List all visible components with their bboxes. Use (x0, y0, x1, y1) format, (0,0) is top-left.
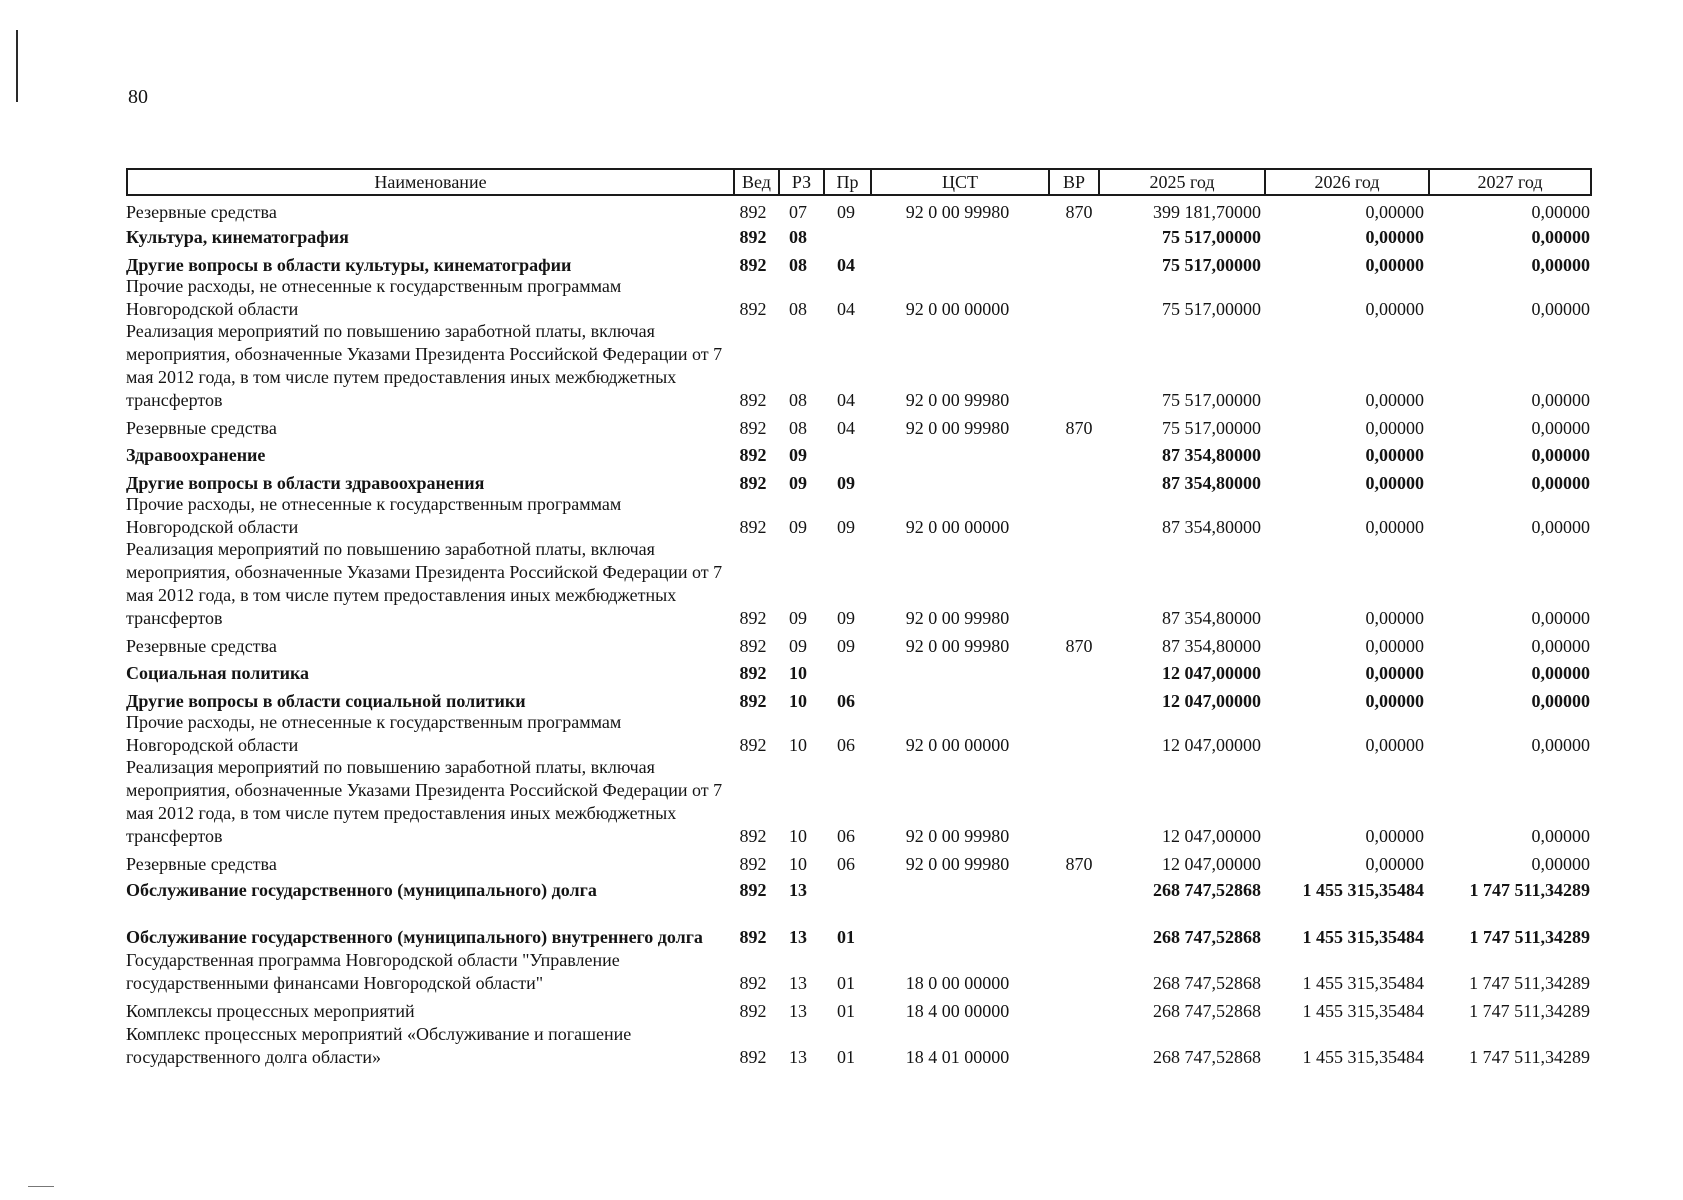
cell-rz: 07 (789, 202, 807, 222)
cell-pr: 06 (837, 826, 855, 846)
cell-y2027: 0,00000 (1531, 636, 1590, 656)
cell-ved: 892 (739, 299, 767, 319)
cell-cst: 92 0 00 99980 (905, 854, 1010, 874)
cell-y2027: 1 747 511,34289 (1469, 1047, 1590, 1067)
cell-vr: 870 (1065, 636, 1093, 656)
cell-y2025: 87 354,80000 (1162, 445, 1261, 465)
cell-rz: 13 (789, 880, 807, 900)
cell-rz: 08 (789, 418, 807, 438)
cell-cst: 92 0 00 99980 (905, 636, 1010, 656)
cell-ved: 892 (739, 202, 767, 222)
cell-name: Реализация мероприятий по повышению заработной платы, включая мероприятия, обозначенные Указами Президента Российской Федерации от 7 мая 2012 года, в том числе путем предоставления иных межбюджетных трансфертов (126, 757, 723, 846)
cell-y2026: 0,00000 (1365, 202, 1424, 222)
cell-name: Комплекс процессных мероприятий «Обслуживание и погашение государственного долга области» (126, 1024, 632, 1067)
header-2026: 2026 год (1264, 170, 1428, 194)
cell-pr: 01 (837, 1001, 855, 1021)
cell-rz: 09 (789, 473, 807, 493)
cell-y2025: 268 747,52868 (1153, 927, 1261, 947)
cell-pr: 01 (837, 1047, 855, 1067)
cell-y2025: 12 047,00000 (1162, 663, 1261, 683)
cell-ved: 892 (739, 973, 767, 993)
cell-pr: 04 (837, 390, 855, 410)
header-ved: Вед (733, 170, 778, 194)
header-pr: Пр (823, 170, 870, 194)
cell-name: Другие вопросы в области здравоохранения (126, 473, 485, 493)
cell-y2027: 0,00000 (1531, 854, 1590, 874)
cell-y2025: 12 047,00000 (1162, 854, 1261, 874)
cell-name: Другие вопросы в области культуры, кинематографии (126, 255, 572, 275)
cell-rz: 10 (789, 735, 807, 755)
header-name: Наименование (374, 172, 487, 192)
cell-y2025: 12 047,00000 (1162, 691, 1261, 711)
cell-y2027: 1 747 511,34289 (1469, 1001, 1590, 1021)
cell-cst: 18 4 00 00000 (905, 1001, 1010, 1021)
cell-pr: 06 (837, 854, 855, 874)
cell-ved: 892 (739, 227, 767, 247)
cell-y2025: 87 354,80000 (1162, 473, 1261, 493)
cell-pr: 09 (837, 473, 855, 493)
cell-pr: 09 (837, 608, 855, 628)
cell-y2027: 0,00000 (1531, 227, 1590, 247)
cell-y2025: 268 747,52868 (1153, 973, 1261, 993)
cell-y2026: 0,00000 (1365, 445, 1424, 465)
cell-rz: 10 (789, 663, 807, 683)
cell-ved: 892 (739, 608, 767, 628)
cell-y2025: 75 517,00000 (1162, 227, 1261, 247)
cell-ved: 892 (739, 691, 767, 711)
cell-rz: 09 (789, 636, 807, 656)
page-number: 80 (128, 86, 148, 108)
cell-cst: 18 4 01 00000 (905, 1047, 1010, 1067)
cell-pr: 09 (837, 517, 855, 537)
header-2025: 2025 год (1098, 170, 1264, 194)
cell-name: Комплексы процессных мероприятий (126, 1001, 415, 1021)
cell-vr: 870 (1065, 418, 1093, 438)
cell-y2027: 0,00000 (1531, 255, 1590, 275)
cell-rz: 08 (789, 299, 807, 319)
cell-name: Обслуживание государственного (муниципального) внутреннего долга (126, 927, 703, 947)
cell-y2027: 0,00000 (1531, 445, 1590, 465)
cell-y2027: 0,00000 (1531, 202, 1590, 222)
cell-cst: 92 0 00 99980 (905, 608, 1010, 628)
cell-y2026: 0,00000 (1365, 255, 1424, 275)
cell-cst: 92 0 00 00000 (905, 299, 1010, 319)
cell-pr: 04 (837, 255, 855, 275)
cell-name: Резервные средства (126, 418, 277, 438)
cell-y2027: 0,00000 (1531, 608, 1590, 628)
cell-name: Другие вопросы в области социальной политики (126, 691, 526, 711)
cell-y2025: 87 354,80000 (1162, 608, 1261, 628)
cell-ved: 892 (739, 418, 767, 438)
header-vr: ВР (1048, 170, 1098, 194)
cell-y2025: 268 747,52868 (1153, 1047, 1261, 1067)
cell-y2025: 399 181,70000 (1153, 202, 1261, 222)
cell-y2025: 75 517,00000 (1162, 255, 1261, 275)
cell-name: Государственная программа Новгородской области "Управление государственными финансами Новгородской области" (126, 950, 620, 993)
cell-y2027: 1 747 511,34289 (1469, 927, 1590, 947)
cell-y2026: 1 455 315,35484 (1302, 927, 1424, 947)
cell-vr: 870 (1065, 202, 1093, 222)
cell-cst: 92 0 00 99980 (905, 826, 1010, 846)
cell-rz: 13 (789, 1001, 807, 1021)
cell-pr: 01 (837, 927, 855, 947)
cell-y2026: 0,00000 (1365, 691, 1424, 711)
cell-name: Резервные средства (126, 854, 277, 874)
cell-rz: 09 (789, 517, 807, 537)
cell-ved: 892 (739, 854, 767, 874)
cell-y2027: 0,00000 (1531, 826, 1590, 846)
header-rz: РЗ (778, 170, 823, 194)
cell-pr: 06 (837, 691, 855, 711)
cell-rz: 13 (789, 927, 807, 947)
cell-rz: 13 (789, 1047, 807, 1067)
cell-name: Прочие расходы, не отнесенные к государственным программам Новгородской области (126, 494, 622, 537)
cell-ved: 892 (739, 1047, 767, 1067)
cell-pr: 09 (837, 202, 855, 222)
cell-y2027: 1 747 511,34289 (1469, 880, 1590, 900)
cell-y2025: 12 047,00000 (1162, 735, 1261, 755)
cell-y2027: 0,00000 (1531, 735, 1590, 755)
cell-name: Прочие расходы, не отнесенные к государственным программам Новгородской области (126, 276, 622, 319)
cell-cst: 92 0 00 99980 (905, 202, 1010, 222)
cell-y2027: 1 747 511,34289 (1469, 973, 1590, 993)
cell-y2025: 75 517,00000 (1162, 418, 1261, 438)
cell-ved: 892 (739, 735, 767, 755)
cell-vr: 870 (1065, 854, 1093, 874)
header-cst: ЦСТ (870, 170, 1048, 194)
cell-name: Социальная политика (126, 663, 310, 683)
cell-y2026: 0,00000 (1365, 227, 1424, 247)
cell-name: Резервные средства (126, 636, 277, 656)
cell-name: Обслуживание государственного (муниципального) долга (126, 880, 597, 900)
scan-mark (28, 1186, 54, 1187)
cell-ved: 892 (739, 473, 767, 493)
cell-y2027: 0,00000 (1531, 473, 1590, 493)
cell-y2026: 0,00000 (1365, 299, 1424, 319)
cell-rz: 08 (789, 255, 807, 275)
cell-name: Здравоохранение (126, 445, 266, 465)
cell-name: Реализация мероприятий по повышению заработной платы, включая мероприятия, обозначенные Указами Президента Российской Федерации от 7 мая 2012 года, в том числе путем предоставления иных межбюджетных трансфертов (126, 539, 723, 628)
cell-y2025: 75 517,00000 (1162, 390, 1261, 410)
cell-rz: 08 (789, 390, 807, 410)
cell-rz: 09 (789, 608, 807, 628)
cell-y2026: 0,00000 (1365, 826, 1424, 846)
cell-y2026: 0,00000 (1365, 418, 1424, 438)
cell-cst: 92 0 00 00000 (905, 517, 1010, 537)
cell-ved: 892 (739, 445, 767, 465)
cell-ved: 892 (739, 880, 767, 900)
cell-y2026: 1 455 315,35484 (1302, 1001, 1424, 1021)
cell-pr: 06 (837, 735, 855, 755)
cell-y2026: 0,00000 (1365, 517, 1424, 537)
header-2027: 2027 год (1428, 170, 1590, 194)
cell-name: Культура, кинематография (126, 227, 349, 247)
cell-pr: 04 (837, 299, 855, 319)
cell-ved: 892 (739, 927, 767, 947)
cell-ved: 892 (739, 390, 767, 410)
cell-y2026: 1 455 315,35484 (1302, 1047, 1424, 1067)
cell-rz: 10 (789, 691, 807, 711)
cell-name: Реализация мероприятий по повышению заработной платы, включая мероприятия, обозначенные Указами Президента Российской Федерации от 7 мая 2012 года, в том числе путем предоставления иных межбюджетных трансфертов (126, 321, 723, 410)
cell-y2026: 0,00000 (1365, 735, 1424, 755)
cell-pr: 01 (837, 973, 855, 993)
cell-y2026: 0,00000 (1365, 663, 1424, 683)
cell-y2027: 0,00000 (1531, 299, 1590, 319)
cell-y2027: 0,00000 (1531, 691, 1590, 711)
cell-cst: 92 0 00 00000 (905, 735, 1010, 755)
cell-rz: 10 (789, 826, 807, 846)
cell-cst: 92 0 00 99980 (905, 390, 1010, 410)
cell-y2025: 87 354,80000 (1162, 636, 1261, 656)
cell-y2027: 0,00000 (1531, 390, 1590, 410)
cell-y2026: 0,00000 (1365, 854, 1424, 874)
cell-y2027: 0,00000 (1531, 663, 1590, 683)
cell-y2025: 75 517,00000 (1162, 299, 1261, 319)
cell-y2027: 0,00000 (1531, 418, 1590, 438)
cell-cst: 18 0 00 00000 (905, 973, 1010, 993)
cell-rz: 13 (789, 973, 807, 993)
cell-ved: 892 (739, 663, 767, 683)
cell-ved: 892 (739, 826, 767, 846)
cell-rz: 10 (789, 854, 807, 874)
cell-y2026: 1 455 315,35484 (1302, 973, 1424, 993)
cell-y2026: 1 455 315,35484 (1302, 880, 1424, 900)
table-header (126, 168, 1592, 196)
cell-y2025: 268 747,52868 (1153, 1001, 1261, 1021)
cell-name: Резервные средства (126, 202, 277, 222)
cell-ved: 892 (739, 636, 767, 656)
cell-y2026: 0,00000 (1365, 473, 1424, 493)
cell-rz: 09 (789, 445, 807, 465)
cell-rz: 08 (789, 227, 807, 247)
cell-pr: 09 (837, 636, 855, 656)
cell-cst: 92 0 00 99980 (905, 418, 1010, 438)
cell-ved: 892 (739, 1001, 767, 1021)
margin-line (16, 30, 18, 102)
cell-y2027: 0,00000 (1531, 517, 1590, 537)
cell-pr: 04 (837, 418, 855, 438)
cell-y2026: 0,00000 (1365, 636, 1424, 656)
cell-y2025: 87 354,80000 (1162, 517, 1261, 537)
cell-y2025: 12 047,00000 (1162, 826, 1261, 846)
cell-y2025: 268 747,52868 (1153, 880, 1261, 900)
cell-ved: 892 (739, 255, 767, 275)
cell-y2026: 0,00000 (1365, 608, 1424, 628)
cell-ved: 892 (739, 517, 767, 537)
cell-y2026: 0,00000 (1365, 390, 1424, 410)
cell-name: Прочие расходы, не отнесенные к государственным программам Новгородской области (126, 712, 622, 755)
